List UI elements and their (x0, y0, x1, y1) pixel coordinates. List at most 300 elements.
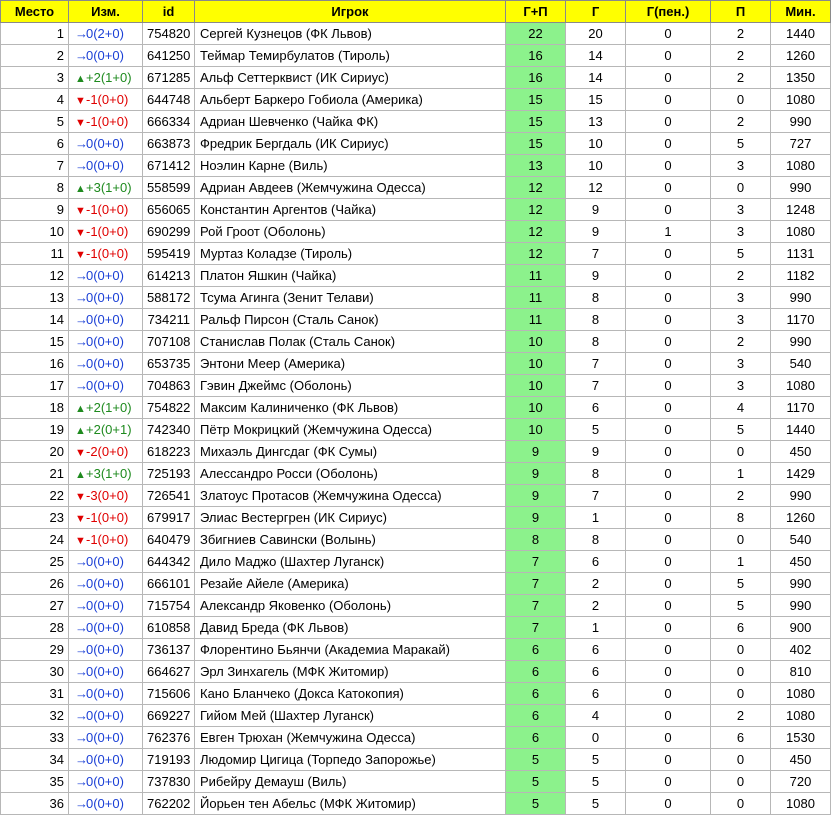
cell-gp[interactable]: 6 (506, 661, 566, 683)
cell-gp[interactable]: 12 (506, 177, 566, 199)
cell-player[interactable]: Рибейру Демауш (Виль) (195, 771, 506, 793)
cell-pen[interactable]: 0 (626, 331, 711, 353)
cell-player[interactable]: Резайе Айеле (Америка) (195, 573, 506, 595)
cell-player[interactable]: Энтони Меер (Америка) (195, 353, 506, 375)
cell-minutes[interactable]: 1350 (771, 67, 831, 89)
cell-assists[interactable]: 2 (711, 485, 771, 507)
cell-assists[interactable]: 0 (711, 661, 771, 683)
cell-player[interactable]: Адриан Авдеев (Жемчужина Одесса) (195, 177, 506, 199)
cell-gp[interactable]: 12 (506, 243, 566, 265)
cell-goals[interactable]: 10 (566, 133, 626, 155)
cell-id[interactable]: 679917 (143, 507, 195, 529)
cell-place[interactable]: 16 (1, 353, 69, 375)
cell-pen[interactable]: 0 (626, 793, 711, 815)
cell-assists[interactable]: 3 (711, 199, 771, 221)
cell-place[interactable]: 32 (1, 705, 69, 727)
cell-player[interactable]: Альберт Баркеро Гобиола (Америка) (195, 89, 506, 111)
cell-assists[interactable]: 0 (711, 529, 771, 551)
cell-gp[interactable]: 11 (506, 265, 566, 287)
cell-place[interactable]: 6 (1, 133, 69, 155)
header-player[interactable]: Игрок (195, 1, 506, 23)
cell-change[interactable] (69, 683, 143, 705)
cell-pen[interactable]: 0 (626, 177, 711, 199)
cell-goals[interactable]: 8 (566, 287, 626, 309)
cell-gp[interactable]: 15 (506, 111, 566, 133)
cell-place[interactable]: 34 (1, 749, 69, 771)
cell-assists[interactable]: 2 (711, 111, 771, 133)
cell-change[interactable] (69, 705, 143, 727)
cell-id[interactable]: 671412 (143, 155, 195, 177)
cell-goals[interactable]: 6 (566, 397, 626, 419)
cell-id[interactable]: 558599 (143, 177, 195, 199)
cell-assists[interactable]: 3 (711, 353, 771, 375)
cell-gp[interactable]: 16 (506, 45, 566, 67)
cell-change[interactable] (69, 551, 143, 573)
cell-change[interactable] (69, 793, 143, 815)
cell-gp[interactable]: 10 (506, 419, 566, 441)
cell-goals[interactable]: 7 (566, 485, 626, 507)
cell-minutes[interactable]: 990 (771, 111, 831, 133)
cell-id[interactable]: 762376 (143, 727, 195, 749)
cell-pen[interactable]: 0 (626, 441, 711, 463)
cell-player[interactable]: Давид Бреда (ФК Львов) (195, 617, 506, 639)
cell-pen[interactable]: 0 (626, 287, 711, 309)
cell-assists[interactable]: 2 (711, 265, 771, 287)
cell-assists[interactable]: 0 (711, 793, 771, 815)
cell-gp[interactable]: 6 (506, 705, 566, 727)
cell-goals[interactable]: 7 (566, 243, 626, 265)
cell-player[interactable]: Платон Яшкин (Чайка) (195, 265, 506, 287)
cell-change[interactable] (69, 639, 143, 661)
cell-place[interactable]: 30 (1, 661, 69, 683)
cell-player[interactable]: Фредрик Бергдаль (ИК Сириус) (195, 133, 506, 155)
cell-gp[interactable]: 10 (506, 331, 566, 353)
cell-id[interactable]: 715606 (143, 683, 195, 705)
cell-minutes[interactable]: 990 (771, 595, 831, 617)
cell-minutes[interactable]: 1080 (771, 221, 831, 243)
cell-minutes[interactable]: 1080 (771, 375, 831, 397)
cell-gp[interactable]: 15 (506, 89, 566, 111)
cell-pen[interactable]: 0 (626, 771, 711, 793)
cell-id[interactable]: 669227 (143, 705, 195, 727)
cell-id[interactable]: 666101 (143, 573, 195, 595)
cell-gp[interactable]: 6 (506, 727, 566, 749)
cell-player[interactable]: Максим Калиниченко (ФК Львов) (195, 397, 506, 419)
cell-place[interactable]: 18 (1, 397, 69, 419)
cell-change[interactable] (69, 243, 143, 265)
cell-goals[interactable]: 2 (566, 573, 626, 595)
cell-id[interactable]: 719193 (143, 749, 195, 771)
cell-id[interactable]: 725193 (143, 463, 195, 485)
cell-player[interactable]: Евген Трюхан (Жемчужина Одесса) (195, 727, 506, 749)
cell-change[interactable] (69, 507, 143, 529)
cell-minutes[interactable]: 1170 (771, 309, 831, 331)
cell-goals[interactable]: 4 (566, 705, 626, 727)
cell-player[interactable]: Гэвин Джеймс (Оболонь) (195, 375, 506, 397)
cell-assists[interactable]: 6 (711, 617, 771, 639)
cell-place[interactable]: 13 (1, 287, 69, 309)
cell-goals[interactable]: 8 (566, 331, 626, 353)
cell-place[interactable]: 3 (1, 67, 69, 89)
cell-pen[interactable]: 0 (626, 551, 711, 573)
cell-gp[interactable]: 10 (506, 353, 566, 375)
cell-change[interactable] (69, 287, 143, 309)
cell-minutes[interactable]: 1182 (771, 265, 831, 287)
cell-goals[interactable]: 9 (566, 199, 626, 221)
cell-id[interactable]: 715754 (143, 595, 195, 617)
cell-id[interactable]: 762202 (143, 793, 195, 815)
cell-minutes[interactable]: 1440 (771, 419, 831, 441)
cell-assists[interactable]: 2 (711, 331, 771, 353)
cell-assists[interactable]: 0 (711, 683, 771, 705)
cell-gp[interactable]: 5 (506, 793, 566, 815)
cell-gp[interactable]: 16 (506, 67, 566, 89)
cell-change[interactable] (69, 331, 143, 353)
cell-minutes[interactable]: 1080 (771, 793, 831, 815)
cell-change[interactable] (69, 749, 143, 771)
cell-place[interactable]: 26 (1, 573, 69, 595)
cell-pen[interactable]: 0 (626, 67, 711, 89)
cell-player[interactable]: Алессандро Росси (Оболонь) (195, 463, 506, 485)
cell-player[interactable]: Адриан Шевченко (Чайка ФК) (195, 111, 506, 133)
cell-minutes[interactable]: 1170 (771, 397, 831, 419)
cell-change[interactable] (69, 45, 143, 67)
cell-place[interactable]: 5 (1, 111, 69, 133)
cell-id[interactable]: 644748 (143, 89, 195, 111)
cell-id[interactable]: 588172 (143, 287, 195, 309)
cell-change[interactable] (69, 155, 143, 177)
cell-change[interactable] (69, 23, 143, 45)
cell-minutes[interactable]: 1530 (771, 727, 831, 749)
cell-place[interactable]: 21 (1, 463, 69, 485)
cell-assists[interactable]: 3 (711, 309, 771, 331)
cell-pen[interactable]: 0 (626, 419, 711, 441)
cell-player[interactable]: Тсума Агинга (Зенит Телави) (195, 287, 506, 309)
cell-id[interactable]: 614213 (143, 265, 195, 287)
cell-id[interactable]: 754822 (143, 397, 195, 419)
cell-gp[interactable]: 6 (506, 639, 566, 661)
cell-change[interactable] (69, 353, 143, 375)
cell-place[interactable]: 17 (1, 375, 69, 397)
cell-assists[interactable]: 2 (711, 45, 771, 67)
header-minutes[interactable]: Мин. (771, 1, 831, 23)
cell-place[interactable]: 7 (1, 155, 69, 177)
cell-change[interactable] (69, 529, 143, 551)
cell-minutes[interactable]: 990 (771, 485, 831, 507)
cell-goals[interactable]: 12 (566, 177, 626, 199)
cell-pen[interactable]: 0 (626, 375, 711, 397)
cell-assists[interactable]: 3 (711, 375, 771, 397)
cell-place[interactable]: 10 (1, 221, 69, 243)
cell-goals[interactable]: 8 (566, 529, 626, 551)
cell-minutes[interactable]: 900 (771, 617, 831, 639)
cell-change[interactable] (69, 441, 143, 463)
cell-gp[interactable]: 12 (506, 199, 566, 221)
cell-goals[interactable]: 7 (566, 375, 626, 397)
cell-gp[interactable]: 7 (506, 595, 566, 617)
cell-gp[interactable]: 10 (506, 397, 566, 419)
header-id[interactable]: id (143, 1, 195, 23)
cell-minutes[interactable]: 1080 (771, 155, 831, 177)
cell-pen[interactable]: 0 (626, 133, 711, 155)
cell-place[interactable]: 29 (1, 639, 69, 661)
cell-player[interactable]: Михаэль Дингсдаг (ФК Сумы) (195, 441, 506, 463)
cell-change[interactable] (69, 727, 143, 749)
cell-place[interactable]: 4 (1, 89, 69, 111)
header-pen[interactable]: Г(пен.) (626, 1, 711, 23)
cell-change[interactable] (69, 221, 143, 243)
cell-id[interactable]: 610858 (143, 617, 195, 639)
cell-change[interactable] (69, 67, 143, 89)
cell-goals[interactable]: 6 (566, 551, 626, 573)
cell-player[interactable]: Муртаз Коладзе (Тироль) (195, 243, 506, 265)
cell-change[interactable] (69, 595, 143, 617)
cell-goals[interactable]: 5 (566, 419, 626, 441)
cell-pen[interactable]: 0 (626, 199, 711, 221)
cell-player[interactable]: Станислав Полак (Сталь Санок) (195, 331, 506, 353)
cell-assists[interactable]: 4 (711, 397, 771, 419)
cell-id[interactable]: 742340 (143, 419, 195, 441)
cell-pen[interactable]: 0 (626, 705, 711, 727)
cell-assists[interactable]: 2 (711, 67, 771, 89)
cell-goals[interactable]: 9 (566, 221, 626, 243)
cell-place[interactable]: 25 (1, 551, 69, 573)
cell-player[interactable]: Ноэлин Карне (Виль) (195, 155, 506, 177)
cell-id[interactable]: 595419 (143, 243, 195, 265)
cell-id[interactable]: 618223 (143, 441, 195, 463)
cell-pen[interactable]: 1 (626, 221, 711, 243)
cell-player[interactable]: Йорьен тен Абельс (МФК Житомир) (195, 793, 506, 815)
cell-change[interactable] (69, 661, 143, 683)
cell-minutes[interactable]: 990 (771, 177, 831, 199)
header-assists[interactable]: П (711, 1, 771, 23)
cell-id[interactable]: 641250 (143, 45, 195, 67)
cell-pen[interactable]: 0 (626, 617, 711, 639)
cell-gp[interactable]: 12 (506, 221, 566, 243)
cell-minutes[interactable]: 727 (771, 133, 831, 155)
cell-player[interactable]: Эрл Зинхагель (МФК Житомир) (195, 661, 506, 683)
cell-gp[interactable]: 13 (506, 155, 566, 177)
cell-assists[interactable]: 1 (711, 463, 771, 485)
cell-gp[interactable]: 15 (506, 133, 566, 155)
cell-place[interactable]: 36 (1, 793, 69, 815)
cell-pen[interactable]: 0 (626, 89, 711, 111)
cell-pen[interactable]: 0 (626, 155, 711, 177)
cell-minutes[interactable]: 450 (771, 551, 831, 573)
cell-goals[interactable]: 5 (566, 749, 626, 771)
cell-minutes[interactable]: 990 (771, 287, 831, 309)
cell-assists[interactable]: 2 (711, 705, 771, 727)
cell-goals[interactable]: 7 (566, 353, 626, 375)
cell-gp[interactable]: 7 (506, 617, 566, 639)
cell-minutes[interactable]: 1080 (771, 89, 831, 111)
cell-id[interactable]: 754820 (143, 23, 195, 45)
cell-id[interactable]: 737830 (143, 771, 195, 793)
cell-gp[interactable]: 5 (506, 771, 566, 793)
cell-change[interactable] (69, 199, 143, 221)
cell-minutes[interactable]: 1260 (771, 507, 831, 529)
cell-assists[interactable]: 3 (711, 221, 771, 243)
cell-change[interactable] (69, 265, 143, 287)
cell-id[interactable]: 734211 (143, 309, 195, 331)
cell-assists[interactable]: 6 (711, 727, 771, 749)
cell-pen[interactable]: 0 (626, 529, 711, 551)
cell-minutes[interactable]: 540 (771, 529, 831, 551)
cell-minutes[interactable]: 720 (771, 771, 831, 793)
cell-place[interactable]: 31 (1, 683, 69, 705)
cell-place[interactable]: 27 (1, 595, 69, 617)
cell-goals[interactable]: 9 (566, 265, 626, 287)
cell-place[interactable]: 22 (1, 485, 69, 507)
cell-place[interactable]: 11 (1, 243, 69, 265)
cell-gp[interactable]: 9 (506, 507, 566, 529)
cell-pen[interactable]: 0 (626, 243, 711, 265)
cell-minutes[interactable]: 1131 (771, 243, 831, 265)
cell-assists[interactable]: 0 (711, 639, 771, 661)
cell-player[interactable]: Ральф Пирсон (Сталь Санок) (195, 309, 506, 331)
cell-id[interactable]: 653735 (143, 353, 195, 375)
header-change[interactable]: Изм. (69, 1, 143, 23)
cell-player[interactable]: Кано Бланчеко (Докса Катокопия) (195, 683, 506, 705)
cell-change[interactable] (69, 463, 143, 485)
cell-pen[interactable]: 0 (626, 353, 711, 375)
cell-minutes[interactable]: 1080 (771, 683, 831, 705)
cell-minutes[interactable]: 1429 (771, 463, 831, 485)
cell-change[interactable] (69, 375, 143, 397)
cell-place[interactable]: 20 (1, 441, 69, 463)
cell-minutes[interactable]: 1440 (771, 23, 831, 45)
cell-assists[interactable]: 5 (711, 595, 771, 617)
cell-change[interactable] (69, 573, 143, 595)
cell-id[interactable]: 666334 (143, 111, 195, 133)
cell-gp[interactable]: 11 (506, 309, 566, 331)
cell-pen[interactable]: 0 (626, 573, 711, 595)
cell-goals[interactable]: 15 (566, 89, 626, 111)
cell-pen[interactable]: 0 (626, 265, 711, 287)
cell-goals[interactable]: 14 (566, 45, 626, 67)
cell-place[interactable]: 28 (1, 617, 69, 639)
cell-player[interactable]: Элиас Вестергрен (ИК Сириус) (195, 507, 506, 529)
cell-goals[interactable]: 0 (566, 727, 626, 749)
cell-pen[interactable]: 0 (626, 309, 711, 331)
cell-goals[interactable]: 8 (566, 463, 626, 485)
cell-id[interactable]: 663873 (143, 133, 195, 155)
cell-minutes[interactable]: 540 (771, 353, 831, 375)
cell-id[interactable]: 640479 (143, 529, 195, 551)
cell-assists[interactable]: 0 (711, 749, 771, 771)
cell-player[interactable]: Константин Аргентов (Чайка) (195, 199, 506, 221)
cell-id[interactable]: 664627 (143, 661, 195, 683)
cell-goals[interactable]: 6 (566, 683, 626, 705)
cell-pen[interactable]: 0 (626, 485, 711, 507)
cell-assists[interactable]: 5 (711, 133, 771, 155)
cell-player[interactable]: Збигниев Савински (Волынь) (195, 529, 506, 551)
cell-assists[interactable]: 1 (711, 551, 771, 573)
cell-place[interactable]: 15 (1, 331, 69, 353)
cell-minutes[interactable]: 810 (771, 661, 831, 683)
cell-minutes[interactable]: 450 (771, 749, 831, 771)
cell-place[interactable]: 23 (1, 507, 69, 529)
cell-assists[interactable]: 8 (711, 507, 771, 529)
cell-place[interactable]: 8 (1, 177, 69, 199)
cell-minutes[interactable]: 450 (771, 441, 831, 463)
cell-assists[interactable]: 3 (711, 155, 771, 177)
cell-assists[interactable]: 5 (711, 419, 771, 441)
cell-minutes[interactable]: 1260 (771, 45, 831, 67)
cell-assists[interactable]: 2 (711, 23, 771, 45)
cell-pen[interactable]: 0 (626, 23, 711, 45)
cell-place[interactable]: 24 (1, 529, 69, 551)
cell-assists[interactable]: 0 (711, 177, 771, 199)
cell-goals[interactable]: 1 (566, 617, 626, 639)
cell-place[interactable]: 1 (1, 23, 69, 45)
cell-gp[interactable]: 9 (506, 485, 566, 507)
cell-goals[interactable]: 14 (566, 67, 626, 89)
cell-pen[interactable]: 0 (626, 661, 711, 683)
cell-change[interactable] (69, 419, 143, 441)
cell-place[interactable]: 12 (1, 265, 69, 287)
cell-goals[interactable]: 10 (566, 155, 626, 177)
cell-gp[interactable]: 9 (506, 441, 566, 463)
cell-minutes[interactable]: 990 (771, 331, 831, 353)
cell-place[interactable]: 2 (1, 45, 69, 67)
cell-minutes[interactable]: 1080 (771, 705, 831, 727)
cell-player[interactable]: Пётр Мокрицкий (Жемчужина Одесса) (195, 419, 506, 441)
cell-player[interactable]: Рой Гроот (Оболонь) (195, 221, 506, 243)
cell-pen[interactable]: 0 (626, 463, 711, 485)
cell-pen[interactable]: 0 (626, 397, 711, 419)
cell-place[interactable]: 14 (1, 309, 69, 331)
header-goals[interactable]: Г (566, 1, 626, 23)
cell-change[interactable] (69, 89, 143, 111)
cell-player[interactable]: Флорентино Бьянчи (Академиа Маракай) (195, 639, 506, 661)
cell-change[interactable] (69, 177, 143, 199)
cell-goals[interactable]: 5 (566, 793, 626, 815)
cell-id[interactable]: 707108 (143, 331, 195, 353)
cell-assists[interactable]: 0 (711, 441, 771, 463)
cell-assists[interactable]: 0 (711, 771, 771, 793)
cell-assists[interactable]: 0 (711, 89, 771, 111)
cell-change[interactable] (69, 133, 143, 155)
cell-assists[interactable]: 5 (711, 573, 771, 595)
cell-pen[interactable]: 0 (626, 595, 711, 617)
cell-pen[interactable]: 0 (626, 111, 711, 133)
cell-goals[interactable]: 8 (566, 309, 626, 331)
cell-pen[interactable]: 0 (626, 749, 711, 771)
cell-pen[interactable]: 0 (626, 683, 711, 705)
cell-id[interactable]: 656065 (143, 199, 195, 221)
cell-change[interactable] (69, 111, 143, 133)
cell-player[interactable]: Сергей Кузнецов (ФК Львов) (195, 23, 506, 45)
cell-place[interactable]: 33 (1, 727, 69, 749)
cell-gp[interactable]: 6 (506, 683, 566, 705)
cell-player[interactable]: Дило Маджо (Шахтер Луганск) (195, 551, 506, 573)
cell-change[interactable] (69, 485, 143, 507)
cell-gp[interactable]: 9 (506, 463, 566, 485)
cell-goals[interactable]: 5 (566, 771, 626, 793)
cell-change[interactable] (69, 617, 143, 639)
cell-goals[interactable]: 6 (566, 639, 626, 661)
cell-goals[interactable]: 6 (566, 661, 626, 683)
header-gp[interactable]: Г+П (506, 1, 566, 23)
cell-place[interactable]: 35 (1, 771, 69, 793)
cell-player[interactable]: Златоус Протасов (Жемчужина Одесса) (195, 485, 506, 507)
cell-player[interactable]: Александр Яковенко (Оболонь) (195, 595, 506, 617)
cell-goals[interactable]: 13 (566, 111, 626, 133)
cell-player[interactable]: Людомир Цигица (Торпедо Запорожье) (195, 749, 506, 771)
cell-gp[interactable]: 22 (506, 23, 566, 45)
cell-gp[interactable]: 10 (506, 375, 566, 397)
